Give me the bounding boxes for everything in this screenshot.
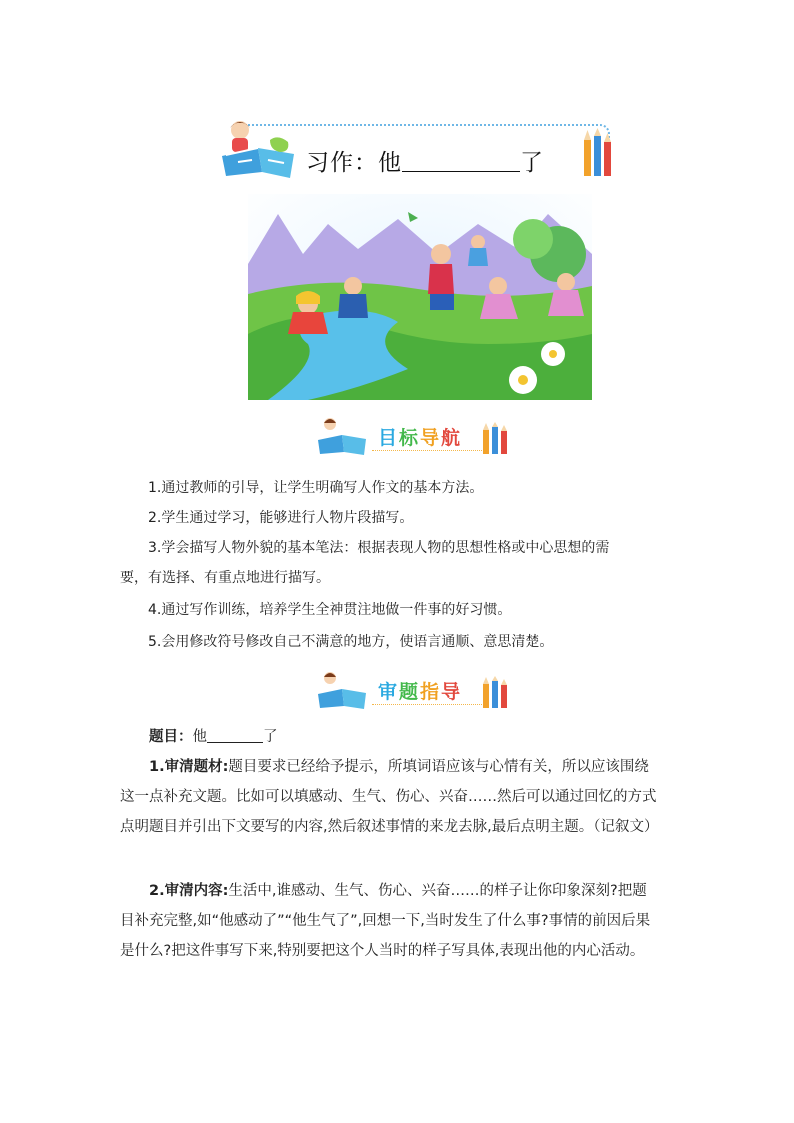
guide-paragraph-1: 1.审清题材:题目要求已经给予提示，所填词语应该与心情有关，所以应该围绕这一点补充文题。比如可以填感动、生气、伤心、兴奋……然后可以通过回忆的方式点明题目并引出下文要写的内容,然后叙述事情的来龙去脉,最后点明主题。（记叙文）: [120, 759, 659, 835]
topic-blank: [207, 728, 263, 743]
guide-topic: 题目：他 了: [149, 729, 278, 745]
pencils-icon: [482, 422, 508, 454]
pencils-icon: [582, 128, 616, 178]
section-guide-banner: [316, 670, 514, 710]
goal-item: 1.通过教师的引导，让学生明确写人作文的基本方法。: [148, 480, 484, 496]
section-underline: [372, 704, 482, 705]
goal-item-continued: 要，有选择、有重点地进行描写。: [120, 570, 330, 586]
reading-child-icon: [316, 670, 374, 710]
goal-item: 3.学会描写人物外貌的基本笔法：根据表现人物的思想性格或中心思想的需: [148, 540, 610, 556]
page-title: 习作：他 了: [306, 150, 544, 176]
goal-item: 4.通过写作训练，培养学生全神贯注地做一件事的好习惯。: [148, 602, 512, 618]
section-underline: [372, 450, 482, 451]
reading-child-icon: [316, 416, 374, 456]
pencils-icon: [482, 676, 508, 708]
section-goals-title: 目标导航: [378, 427, 463, 449]
goal-item: 5.会用修改符号修改自己不满意的地方，使语言通顺、意思清楚。: [148, 634, 554, 650]
title-banner: [218, 118, 616, 180]
children-playing-illustration: [248, 194, 592, 400]
section-guide-title: 审题指导: [378, 681, 463, 703]
section-goals-banner: [316, 416, 514, 456]
reading-child-icon: [218, 118, 306, 180]
title-blank: [402, 151, 520, 172]
guide-paragraph-2: 2.审清内容:生活中,谁感动、生气、伤心、兴奋……的样子让你印象深刻?把题目补充完整,如“他感动了”“他生气了”,回想一下,当时发生了什么事?事情的前因后果是什么?把这件事写下来,特别要把这个人当时的样子写具体,表现出他的内心活动。: [120, 883, 651, 959]
goal-item: 2.学生通过学习，能够进行人物片段描写。: [148, 510, 414, 526]
